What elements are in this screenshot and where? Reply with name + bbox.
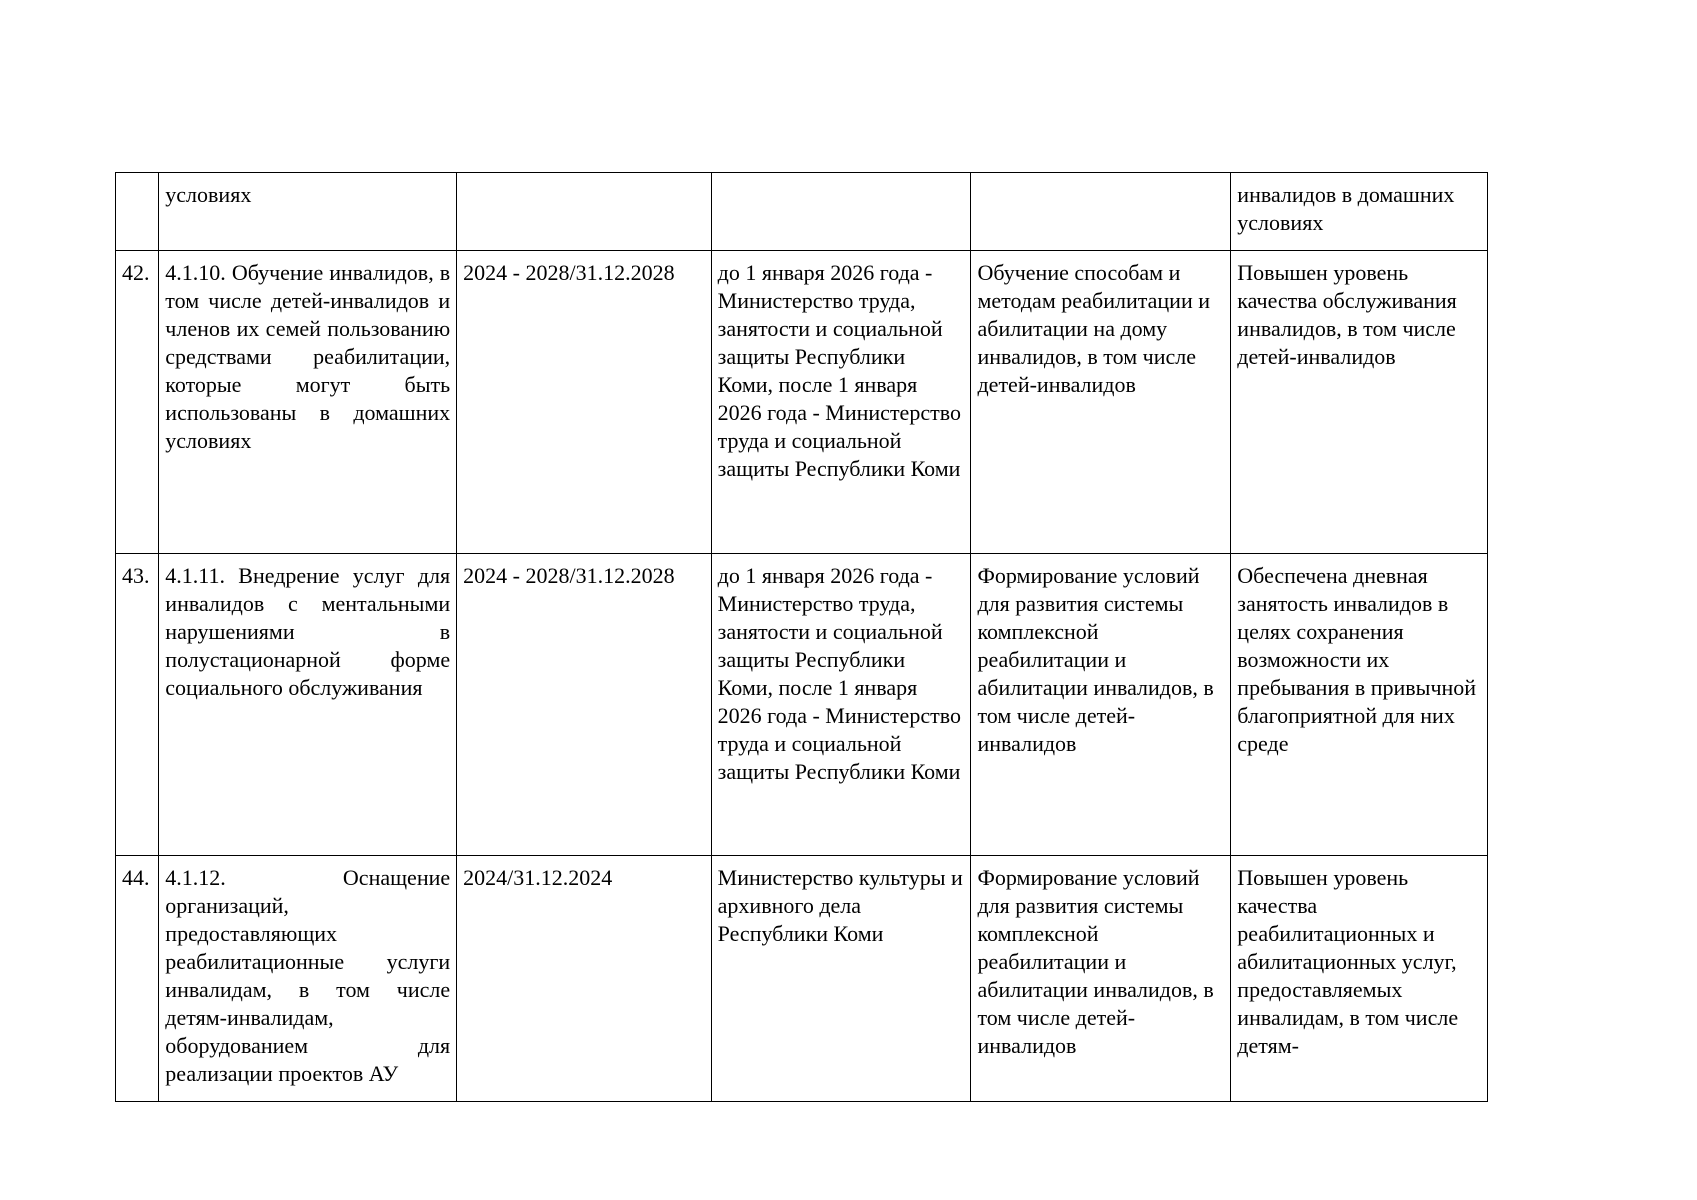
table-row — [116, 554, 1488, 856]
row-number-cell: 44. — [116, 856, 159, 1102]
period-cell: 2024 - 2028/31.12.2028 — [457, 251, 712, 554]
executor-cell: до 1 января 2026 года - Министерство труда, занятости и социальной защиты Республики Коми, после 1 января 2026 года - Министерство труда и социальной защиты Республики Коми — [711, 554, 971, 856]
table-row — [116, 251, 1488, 554]
measure-name-cell: условиях — [159, 173, 457, 251]
result-cell: Обеспечена дневная занятость инвалидов в целях сохранения возможности их пребывания в привычной благоприятной для них среде — [1231, 554, 1488, 856]
executor-cell: до 1 января 2026 года - Министерство труда, занятости и социальной защиты Республики Коми, после 1 января 2026 года - Министерство труда и социальной защиты Республики Коми — [711, 251, 971, 554]
period-cell — [457, 173, 712, 251]
period-cell: 2024/31.12.2024 — [457, 856, 712, 1102]
content-cell: Обучение способам и методам реабилитации и абилитации на дому инвалидов, в том числе детей-инвалидов — [971, 251, 1231, 554]
executor-cell — [711, 173, 971, 251]
table-row — [116, 856, 1488, 1102]
row-number-cell: 43. — [116, 554, 159, 856]
table-row — [116, 173, 1488, 251]
result-cell: Повышен уровень качества реабилитационных и абилитационных услуг, предоставляемых инвалидам, в том числе детям- — [1231, 856, 1488, 1102]
measure-name-cell: 4.1.12. Оснащение организаций, предоставляющих реабилитационные услуги инвалидам, в том числе детям-инвалидам, оборудованием для реализации проектов АУ — [159, 856, 457, 1102]
row-number-cell — [116, 173, 159, 251]
period-cell: 2024 - 2028/31.12.2028 — [457, 554, 712, 856]
content-cell: Формирование условий для развития системы комплексной реабилитации и абилитации инвалидов, в том числе детей-инвалидов — [971, 856, 1231, 1102]
result-cell: Повышен уровень качества обслуживания инвалидов, в том числе детей-инвалидов — [1231, 251, 1488, 554]
executor-cell: Министерство культуры и архивного дела Республики Коми — [711, 856, 971, 1102]
measure-name-cell: 4.1.10. Обучение инвалидов, в том числе детей-инвалидов и членов их семей пользованию средствами реабилитации, которые могут быть использованы в домашних условиях — [159, 251, 457, 554]
measures-table — [115, 172, 1488, 1102]
content-cell: Формирование условий для развития системы комплексной реабилитации и абилитации инвалидов, в том числе детей-инвалидов — [971, 554, 1231, 856]
row-number-cell: 42. — [116, 251, 159, 554]
result-cell: инвалидов в домашних условиях — [1231, 173, 1488, 251]
content-cell — [971, 173, 1231, 251]
measure-name-cell: 4.1.11. Внедрение услуг для инвалидов с ментальными нарушениями в полустационарной форме социального обслуживания — [159, 554, 457, 856]
